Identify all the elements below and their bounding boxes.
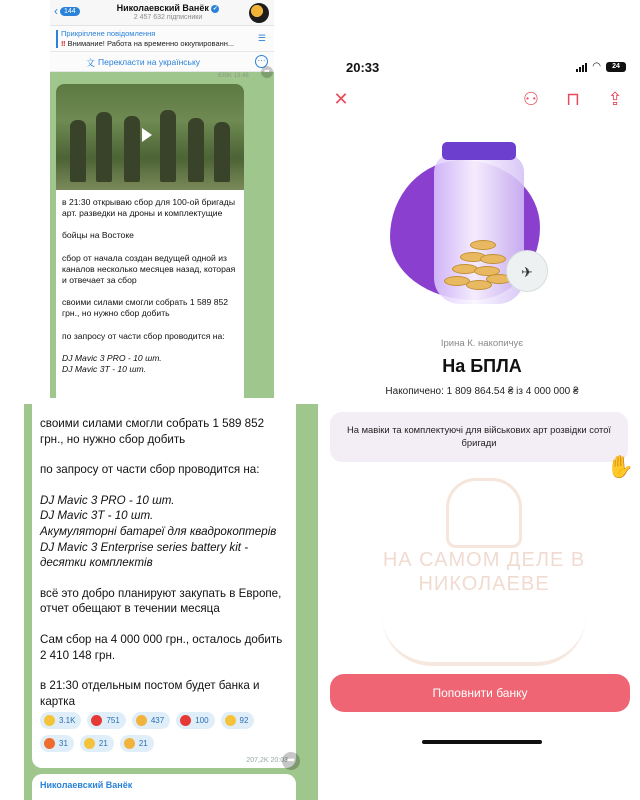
battery-icon: 24: [606, 62, 626, 72]
italic-list: [40, 493, 290, 571]
message-bubble: [56, 84, 244, 398]
share-icon[interactable]: ⇪: [607, 89, 623, 109]
message-paragraph: по запросу от части сбор проводится на:: [40, 463, 260, 477]
forward-icon[interactable]: ➦: [282, 752, 300, 770]
reactions-bar: [40, 712, 290, 752]
wifi-icon: ◠: [592, 61, 601, 72]
channel-name: Николаевский Ванёк: [116, 3, 209, 13]
message-paragraph: бойцы на Востоке: [62, 230, 134, 241]
status-time: 20:33: [346, 60, 380, 75]
soldier-figure: [70, 120, 86, 182]
reaction-hands-up[interactable]: 21: [120, 735, 154, 752]
reaction-folded-hands[interactable]: 437: [132, 712, 170, 729]
pinned-title: Прикріплене повідомлення: [61, 29, 156, 38]
soldier-figure: [96, 112, 112, 182]
channel-title[interactable]: [98, 3, 238, 13]
message-paragraph: сбор от начала создан ведущей одной из каналов несколько месяцев назад, которая и отвечает за сбор: [62, 252, 236, 286]
pinned-message[interactable]: [50, 26, 274, 52]
message-paragraph: в 21:30 открываю сбор для 100-ой бригады арт. разведки на дроны и комплектущие: [62, 197, 235, 219]
add-person-icon[interactable]: ⚇: [522, 89, 540, 109]
pinned-bar: [56, 30, 58, 48]
rofl-icon: [225, 715, 236, 726]
more-icon[interactable]: ⋯: [255, 55, 268, 68]
top-up-jar-button[interactable]: Поповнити банку: [330, 674, 630, 712]
reaction-angry[interactable]: 31: [40, 735, 74, 752]
soldier-figure: [188, 118, 204, 182]
back-button[interactable]: [54, 6, 80, 16]
home-indicator[interactable]: [422, 740, 542, 744]
play-icon[interactable]: [142, 128, 152, 142]
reaction-red-heart[interactable]: 751: [87, 712, 125, 729]
jar-lid: [442, 142, 516, 160]
sender-name: Николаевский Ванёк: [40, 780, 133, 790]
subscriber-count: 2 457 632 підписники: [133, 14, 203, 21]
translate-label: Перекласти на українську: [98, 57, 201, 67]
message-text: [62, 197, 242, 375]
verified-icon: ✓: [212, 5, 218, 12]
avatar[interactable]: [249, 3, 269, 23]
jar-illustration: [390, 140, 580, 315]
angry-face-icon: [44, 738, 55, 749]
italic-line: DJ Mavic 3 PRO - 10 шт.: [62, 352, 162, 363]
italic-line: Акумуляторні батареї для квадрокоптерів: [40, 524, 277, 538]
telegram-message-zoom: [24, 404, 318, 800]
watermark-text: НА САМОМ ДЕЛЕ В НИКОЛАЕВЕ: [382, 549, 586, 595]
reaction-grimace[interactable]: 21: [80, 735, 114, 752]
pinned-text: ‼ Внимание! Работа на временно оккупированн...: [61, 39, 235, 48]
reaction-rofl[interactable]: 92: [221, 712, 255, 729]
message-bubble: [32, 404, 296, 768]
heart-exclamation-icon: [180, 715, 191, 726]
message-paragraph: в 21:30 отдельным постом будет банка и картка: [40, 679, 260, 708]
message-meta: 207,2K 20:03: [246, 757, 288, 764]
hands-up-icon: [124, 738, 135, 749]
reaction-heart-exclamation[interactable]: 100: [176, 712, 214, 729]
ship-watermark-icon: [382, 616, 586, 666]
message-paragraph: Сам сбор на 4 000 000 грн., осталось добить 2 410 148 грн.: [40, 632, 283, 662]
next-message: [32, 774, 296, 800]
coins: [440, 220, 516, 300]
reaction-thumbs-up[interactable]: 3.1K: [40, 712, 81, 729]
chat-header: [50, 0, 274, 26]
grimace-icon: [84, 738, 95, 749]
thumbs-up-icon: [44, 715, 55, 726]
video-thumbnail[interactable]: [56, 84, 244, 190]
italic-line: DJ Mavic 3T - 10 шт.: [62, 364, 146, 375]
unread-badge: 144: [60, 7, 80, 16]
exclamation-icon: ‼: [61, 39, 66, 48]
previous-message-meta: 639K 13:48: [218, 73, 249, 79]
translate-icon: 文: [86, 58, 96, 68]
folded-hands-icon: [136, 715, 147, 726]
message-paragraph: по запросу от части сбор проводится на:: [62, 330, 225, 341]
soldier-figure: [160, 110, 176, 182]
waving-hand-icon: ✋: [606, 454, 634, 479]
soldier-figure: [214, 122, 230, 182]
jar-description: На мавіки та комплектуючі для військових арт розвідки сотої бригади: [330, 412, 628, 462]
pinned-list-icon[interactable]: ☰: [257, 33, 266, 43]
watermark: [346, 466, 622, 676]
italic-line: DJ Mavic 3 PRO - 10 шт.: [40, 493, 175, 507]
close-icon[interactable]: ✕: [333, 89, 349, 109]
chevron-left-icon: ‹: [54, 4, 58, 18]
message-paragraph: своими силами смогли собрать 1 589 852 грн., но нужно сбор добить: [62, 297, 229, 319]
jar-owner: Ірина К. накопичує: [440, 338, 524, 349]
message-paragraph: своими силами смогли собрать 1 589 852 грн., но нужно сбор добить: [40, 417, 265, 446]
jar-saved-amount: Накопичено: 1 809 864.54 ₴ із 4 000 000 ₴: [385, 386, 579, 397]
message-text: [40, 416, 290, 724]
forward-icon[interactable]: ➦: [261, 66, 273, 78]
italic-line: DJ Mavic 3 Enterprise series battery kit - десятки комплектів: [40, 540, 249, 570]
bookmark-icon[interactable]: ⊓: [565, 89, 581, 109]
signal-icon: [576, 62, 587, 72]
status-bar: [576, 61, 626, 72]
translate-bar[interactable]: [50, 52, 274, 72]
crown-watermark-icon: [446, 478, 522, 548]
drone-icon: ✈: [506, 250, 548, 292]
telegram-channel-top: [50, 0, 274, 398]
italic-line: DJ Mavic 3T - 10 шт.: [40, 509, 154, 523]
heart-icon: [91, 715, 102, 726]
mono-jar-screen: [326, 46, 638, 758]
message-paragraph: всё это добро планируют закупать в Европе, отчет обещают в течении месяца: [40, 586, 282, 616]
soldier-figure: [124, 116, 140, 182]
jar-title: На БПЛА: [442, 356, 522, 376]
